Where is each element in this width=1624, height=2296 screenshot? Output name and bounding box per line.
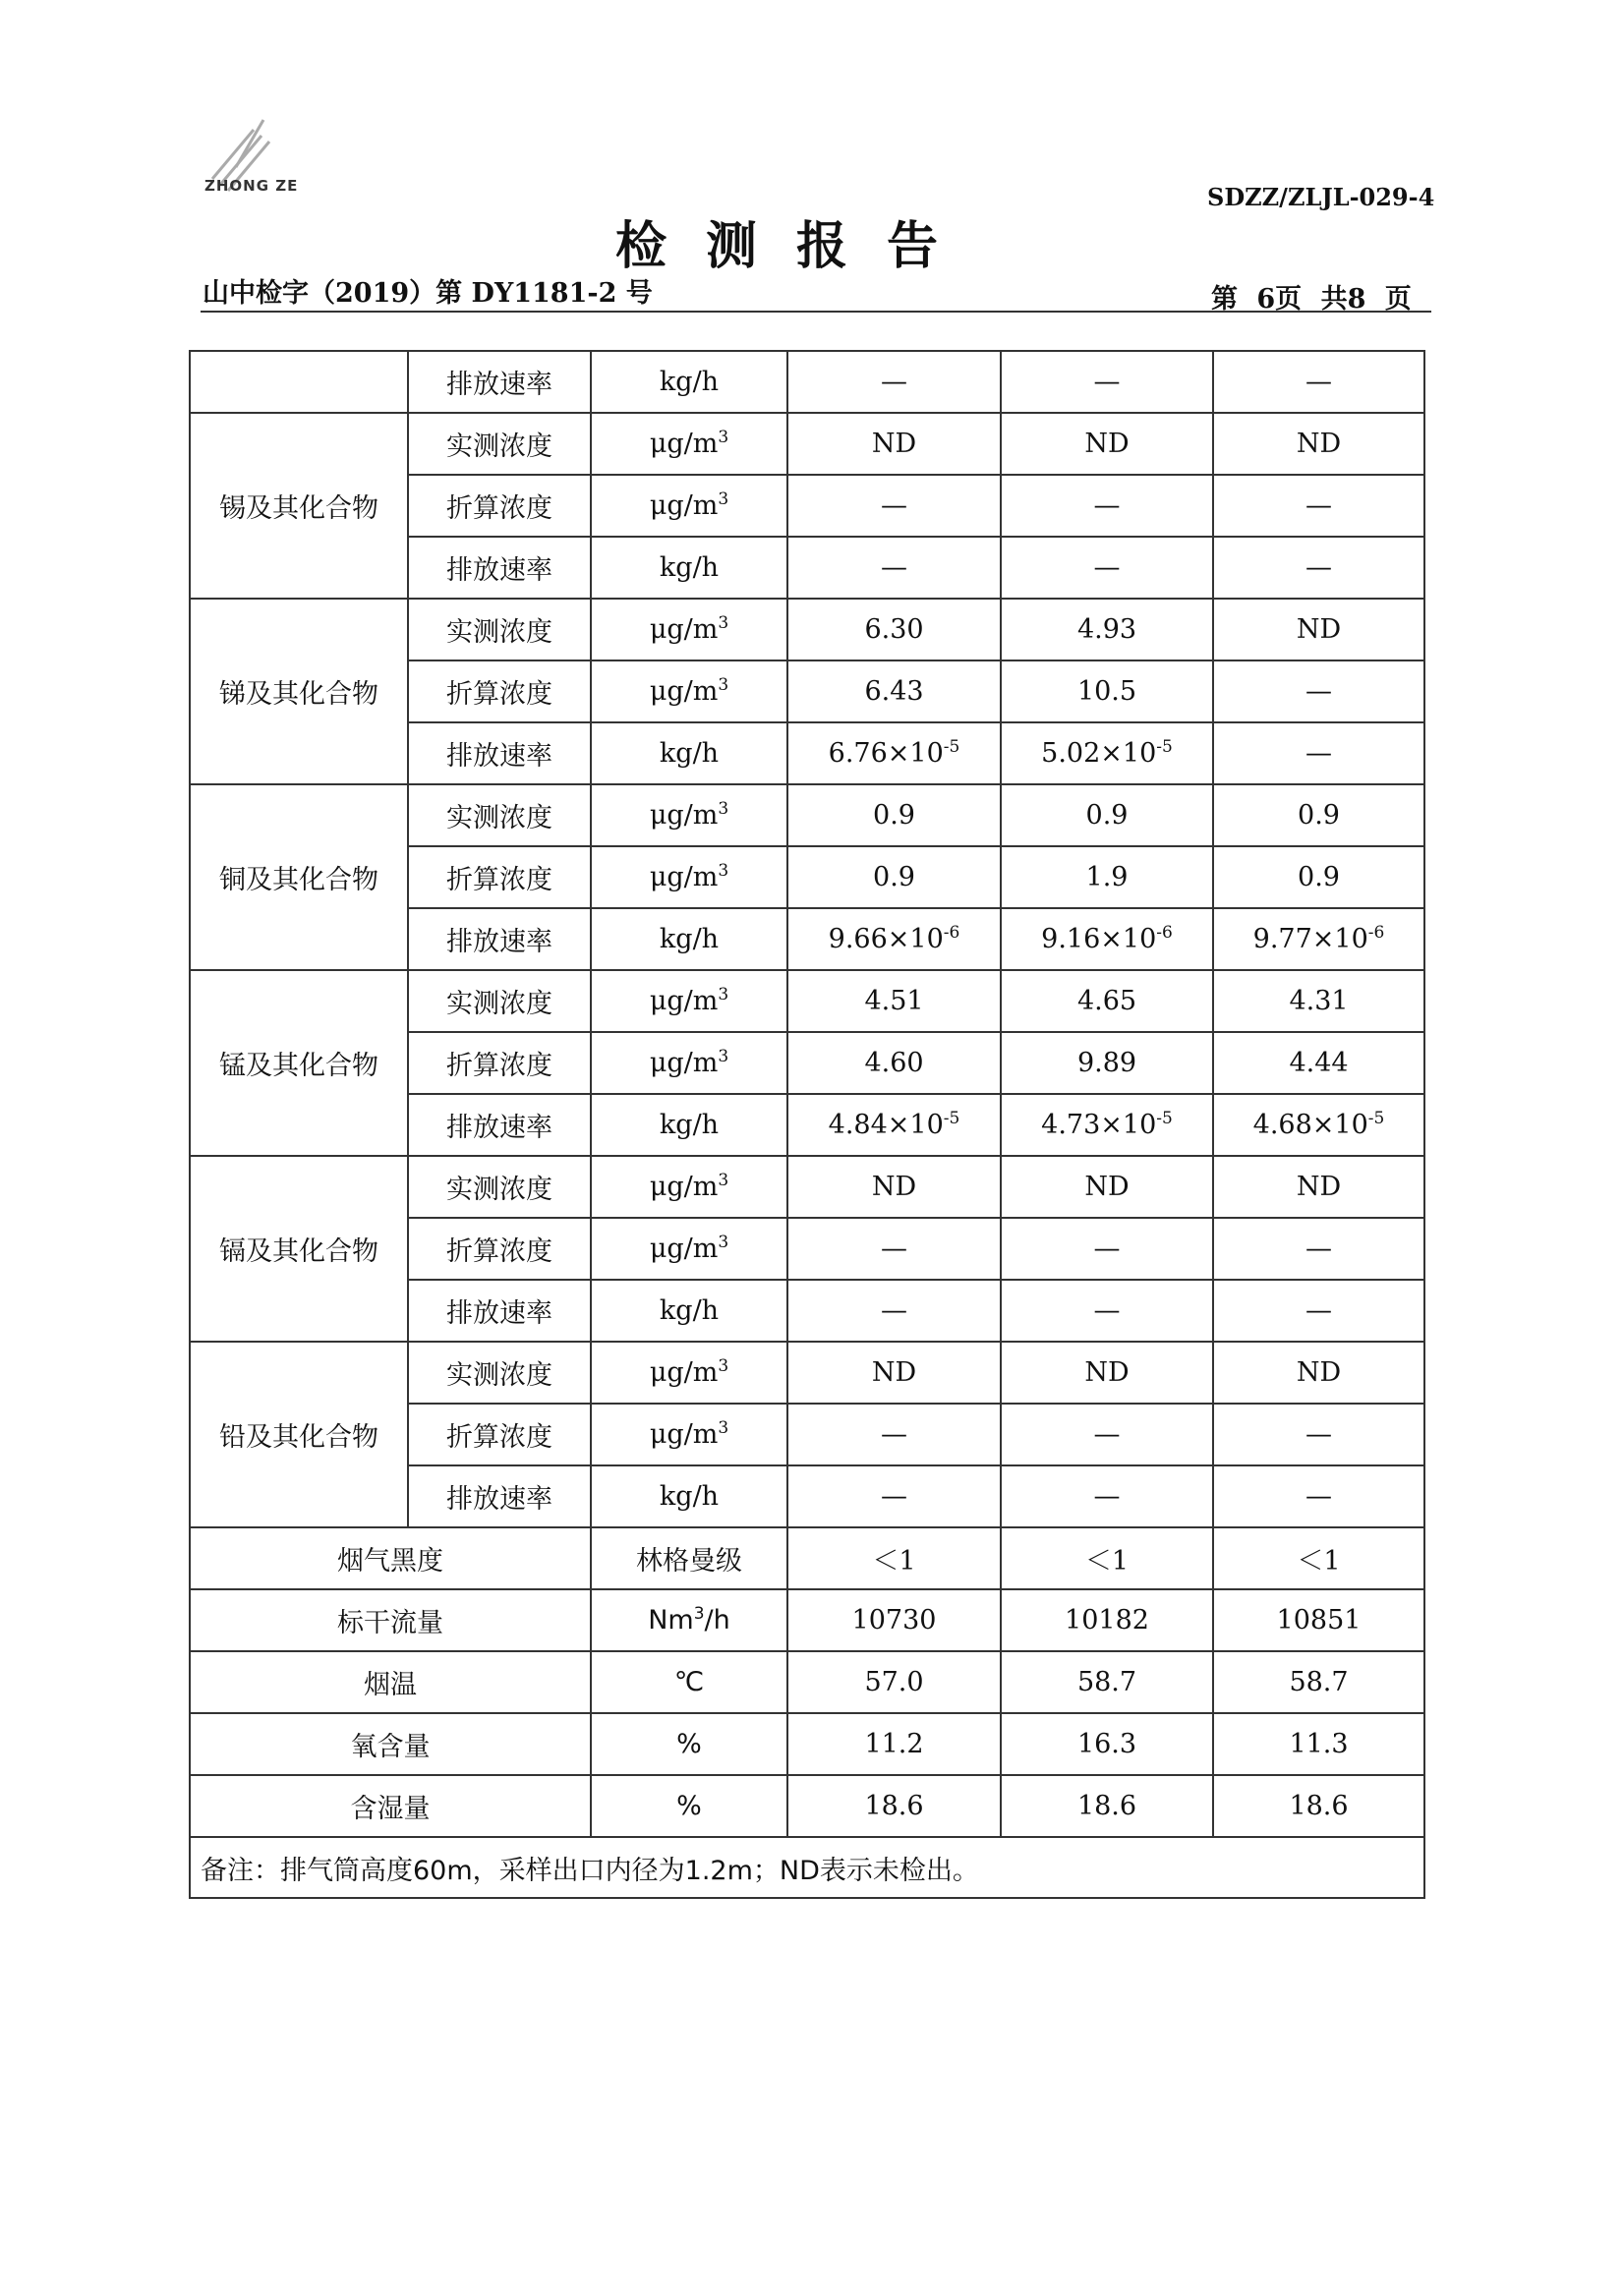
- value-cell: 18.6: [1001, 1775, 1213, 1837]
- note-row: [190, 1837, 1424, 1898]
- value-cell: ND: [1213, 599, 1424, 660]
- unit-cell: [591, 413, 787, 475]
- value-cell: —: [787, 351, 1001, 413]
- value-cell: —: [787, 1280, 1001, 1342]
- value-cell: ＜1: [1213, 1527, 1424, 1589]
- unit-cell: [591, 1218, 787, 1280]
- value-cell: —: [1213, 537, 1424, 599]
- value-cell: —: [1001, 1465, 1213, 1527]
- value-text: 5.02×10: [1041, 738, 1157, 769]
- value-cell: —: [1213, 1218, 1424, 1280]
- unit-exponent: 3: [718, 613, 729, 633]
- results-table: [189, 350, 1425, 1899]
- value-exponent: -5: [1156, 737, 1173, 757]
- value-cell: 6.43: [787, 660, 1001, 722]
- unit-exponent: 3: [693, 1604, 705, 1624]
- unit-text: μg/m: [649, 429, 719, 459]
- value-text: 6.76×10: [828, 738, 944, 769]
- unit-text: kg/h: [659, 1110, 720, 1140]
- table-row: [190, 599, 1424, 660]
- value-cell: 4.44: [1213, 1032, 1424, 1094]
- param-cell: 折算浓度: [408, 1218, 591, 1280]
- param-cell: 排放速率: [408, 908, 591, 970]
- value-cell: —: [787, 537, 1001, 599]
- value-cell: 16.3: [1001, 1713, 1213, 1775]
- table-row: [190, 1342, 1424, 1404]
- value-cell: 58.7: [1213, 1651, 1424, 1713]
- param-cell: 实测浓度: [408, 970, 591, 1032]
- value-cell: ND: [1001, 1342, 1213, 1404]
- value-text: 4.73×10: [1041, 1110, 1157, 1140]
- table-row: [190, 1589, 1424, 1651]
- unit-text: %: [676, 1729, 702, 1759]
- item-cell: 锡及其化合物: [190, 413, 408, 599]
- value-cell: 0.9: [1213, 846, 1424, 908]
- unit-cell: [591, 846, 787, 908]
- value-cell: 10851: [1213, 1589, 1424, 1651]
- item-cell: 铜及其化合物: [190, 784, 408, 970]
- unit-exponent: 3: [718, 861, 729, 881]
- unit-cell: [591, 908, 787, 970]
- unit-cell: [591, 537, 787, 599]
- value-cell: —: [787, 1218, 1001, 1280]
- value-cell: 6.30: [787, 599, 1001, 660]
- unit-cell: [591, 1775, 787, 1837]
- unit-text: μg/m: [649, 862, 719, 892]
- value-cell: 10182: [1001, 1589, 1213, 1651]
- page-info: 第 6页 共8 页: [1211, 284, 1412, 315]
- item-cell: 烟气黑度: [190, 1527, 591, 1589]
- unit-exponent: 3: [718, 1047, 729, 1066]
- item-cell: 标干流量: [190, 1589, 591, 1651]
- unit-exponent: 3: [718, 799, 729, 819]
- value-cell: ND: [1213, 413, 1424, 475]
- unit-text: μg/m: [649, 1234, 719, 1264]
- unit-text: kg/h: [659, 552, 720, 583]
- param-cell: 实测浓度: [408, 784, 591, 846]
- value-text: 4.84×10: [828, 1110, 944, 1140]
- value-cell: 4.31: [1213, 970, 1424, 1032]
- value-cell: 1.9: [1001, 846, 1213, 908]
- value-cell: 4.93: [1001, 599, 1213, 660]
- unit-cell: [591, 1156, 787, 1218]
- table-row: [190, 784, 1424, 846]
- value-cell: —: [1213, 660, 1424, 722]
- header-rule: [201, 311, 1431, 313]
- unit-text: ℃: [673, 1667, 705, 1697]
- param-cell: 排放速率: [408, 722, 591, 784]
- value-cell: 4.60: [787, 1032, 1001, 1094]
- item-cell: 锑及其化合物: [190, 599, 408, 784]
- value-text: 9.77×10: [1252, 924, 1368, 954]
- unit-cell: [591, 1404, 787, 1465]
- logo-text: ZHONG ZE: [204, 177, 299, 195]
- param-cell: 实测浓度: [408, 1342, 591, 1404]
- param-cell: 排放速率: [408, 1280, 591, 1342]
- value-cell: ND: [1213, 1156, 1424, 1218]
- item-cell: 含湿量: [190, 1775, 591, 1837]
- value-cell: —: [1213, 351, 1424, 413]
- value-cell: —: [1213, 1280, 1424, 1342]
- table-row: [190, 413, 1424, 475]
- value-cell: —: [787, 1465, 1001, 1527]
- value-text: 4.68×10: [1252, 1110, 1368, 1140]
- unit-text: kg/h: [659, 924, 720, 954]
- param-cell: 排放速率: [408, 1465, 591, 1527]
- value-exponent: -5: [943, 737, 960, 757]
- report-title: 检测报告: [614, 216, 977, 276]
- unit-cell: [591, 722, 787, 784]
- value-cell: ＜1: [787, 1527, 1001, 1589]
- value-cell: 18.6: [1213, 1775, 1424, 1837]
- value-cell: ND: [787, 1342, 1001, 1404]
- value-cell: 0.9: [1001, 784, 1213, 846]
- value-cell: —: [1001, 1218, 1213, 1280]
- unit-exponent: 3: [718, 428, 729, 447]
- value-cell: —: [787, 1404, 1001, 1465]
- unit-cell: kg/h: [591, 351, 787, 413]
- unit-cell: [591, 970, 787, 1032]
- unit-exponent: 3: [718, 489, 729, 509]
- value-text: —: [1305, 738, 1332, 769]
- param-cell: 排放速率: [408, 351, 591, 413]
- unit-cell: [591, 1032, 787, 1094]
- unit-text: μg/m: [649, 614, 719, 645]
- unit-exponent: 3: [718, 1171, 729, 1190]
- unit-cell: [591, 1094, 787, 1156]
- unit-suffix: /h: [704, 1605, 730, 1636]
- value-exponent: -5: [1156, 1109, 1173, 1128]
- unit-exponent: 3: [718, 675, 729, 695]
- value-cell: 58.7: [1001, 1651, 1213, 1713]
- param-cell: 折算浓度: [408, 846, 591, 908]
- value-cell: 11.3: [1213, 1713, 1424, 1775]
- unit-exponent: 3: [718, 1418, 729, 1438]
- results-table-body: [190, 351, 1424, 1898]
- unit-text: Nm: [648, 1605, 694, 1636]
- param-cell: 折算浓度: [408, 475, 591, 537]
- unit-exponent: 3: [718, 985, 729, 1004]
- value-cell: —: [1001, 475, 1213, 537]
- value-cell: ND: [1213, 1342, 1424, 1404]
- value-cell: [1213, 908, 1424, 970]
- param-cell: 排放速率: [408, 1094, 591, 1156]
- value-cell: —: [1001, 1404, 1213, 1465]
- param-cell: 折算浓度: [408, 660, 591, 722]
- value-cell: [1001, 908, 1213, 970]
- unit-text: %: [676, 1791, 702, 1821]
- unit-cell: [591, 475, 787, 537]
- value-cell: [1001, 1094, 1213, 1156]
- value-exponent: -6: [1367, 923, 1385, 943]
- unit-cell: [591, 1713, 787, 1775]
- table-row: [190, 1713, 1424, 1775]
- unit-text: 林格曼级: [636, 1546, 742, 1577]
- value-cell: —: [1213, 1465, 1424, 1527]
- value-cell: 9.89: [1001, 1032, 1213, 1094]
- item-cell: 铅及其化合物: [190, 1342, 408, 1527]
- value-text: 9.16×10: [1041, 924, 1157, 954]
- value-cell: —: [1001, 351, 1213, 413]
- value-cell: 0.9: [787, 784, 1001, 846]
- unit-cell: [591, 1589, 787, 1651]
- table-row: [190, 1651, 1424, 1713]
- value-cell: ＜1: [1001, 1527, 1213, 1589]
- param-cell: 实测浓度: [408, 1156, 591, 1218]
- unit-text: μg/m: [649, 1419, 719, 1450]
- value-exponent: -5: [1367, 1109, 1385, 1128]
- value-cell: [787, 722, 1001, 784]
- unit-exponent: 3: [718, 1233, 729, 1252]
- item-cell: 锰及其化合物: [190, 970, 408, 1156]
- unit-text: kg/h: [659, 1295, 720, 1326]
- value-cell: 0.9: [1213, 784, 1424, 846]
- item-cell: 镉及其化合物: [190, 1156, 408, 1342]
- unit-cell: [591, 1527, 787, 1589]
- note-cell: 备注：排气筒高度60m，采样出口内径为1.2m；ND表示未检出。: [190, 1837, 1424, 1898]
- unit-cell: [591, 599, 787, 660]
- value-cell: ND: [787, 1156, 1001, 1218]
- param-cell: 折算浓度: [408, 1404, 591, 1465]
- unit-cell: [591, 660, 787, 722]
- value-cell: 0.9: [787, 846, 1001, 908]
- unit-text: kg/h: [659, 1481, 720, 1512]
- unit-text: μg/m: [649, 800, 719, 831]
- param-cell: 实测浓度: [408, 599, 591, 660]
- item-cell: 氧含量: [190, 1713, 591, 1775]
- table-row: [190, 1156, 1424, 1218]
- unit-cell: [591, 1465, 787, 1527]
- value-cell: —: [1213, 1404, 1424, 1465]
- table-row: [190, 970, 1424, 1032]
- param-cell: 排放速率: [408, 537, 591, 599]
- unit-cell: [591, 1342, 787, 1404]
- value-cell: 18.6: [787, 1775, 1001, 1837]
- item-cell-empty: [190, 351, 408, 413]
- value-cell: 4.51: [787, 970, 1001, 1032]
- value-cell: 11.2: [787, 1713, 1001, 1775]
- value-cell: [1213, 1094, 1424, 1156]
- unit-text: μg/m: [649, 1048, 719, 1078]
- unit-text: μg/m: [649, 676, 719, 707]
- unit-text: μg/m: [649, 986, 719, 1016]
- value-exponent: -5: [943, 1109, 960, 1128]
- value-cell: [1213, 722, 1424, 784]
- unit-cell: [591, 1280, 787, 1342]
- unit-cell: [591, 1651, 787, 1713]
- unit-text: μg/m: [649, 1357, 719, 1388]
- value-cell: —: [1001, 537, 1213, 599]
- value-cell: 57.0: [787, 1651, 1001, 1713]
- value-text: 9.66×10: [828, 924, 944, 954]
- value-cell: —: [1213, 475, 1424, 537]
- value-exponent: -6: [943, 923, 960, 943]
- value-cell: ND: [1001, 1156, 1213, 1218]
- item-cell: 烟温: [190, 1651, 591, 1713]
- document-code: SDZZ/ZLJL-029-4: [1207, 183, 1435, 211]
- report-number: 山中检字（2019）第 DY1181-2 号: [203, 278, 653, 309]
- value-cell: 10730: [787, 1589, 1001, 1651]
- value-cell: [787, 908, 1001, 970]
- value-cell: [1001, 722, 1213, 784]
- table-row: [190, 1527, 1424, 1589]
- value-cell: 10.5: [1001, 660, 1213, 722]
- unit-exponent: 3: [718, 1356, 729, 1376]
- value-cell: —: [1001, 1280, 1213, 1342]
- unit-cell: [591, 784, 787, 846]
- unit-text: μg/m: [649, 490, 719, 521]
- value-cell: [787, 1094, 1001, 1156]
- param-cell: 折算浓度: [408, 1032, 591, 1094]
- value-exponent: -6: [1156, 923, 1173, 943]
- value-cell: ND: [787, 413, 1001, 475]
- param-cell: 实测浓度: [408, 413, 591, 475]
- unit-text: kg/h: [659, 738, 720, 769]
- value-cell: —: [787, 475, 1001, 537]
- unit-text: μg/m: [649, 1172, 719, 1202]
- table-row: [190, 351, 1424, 413]
- table-row: [190, 1775, 1424, 1837]
- value-cell: ND: [1001, 413, 1213, 475]
- value-cell: 4.65: [1001, 970, 1213, 1032]
